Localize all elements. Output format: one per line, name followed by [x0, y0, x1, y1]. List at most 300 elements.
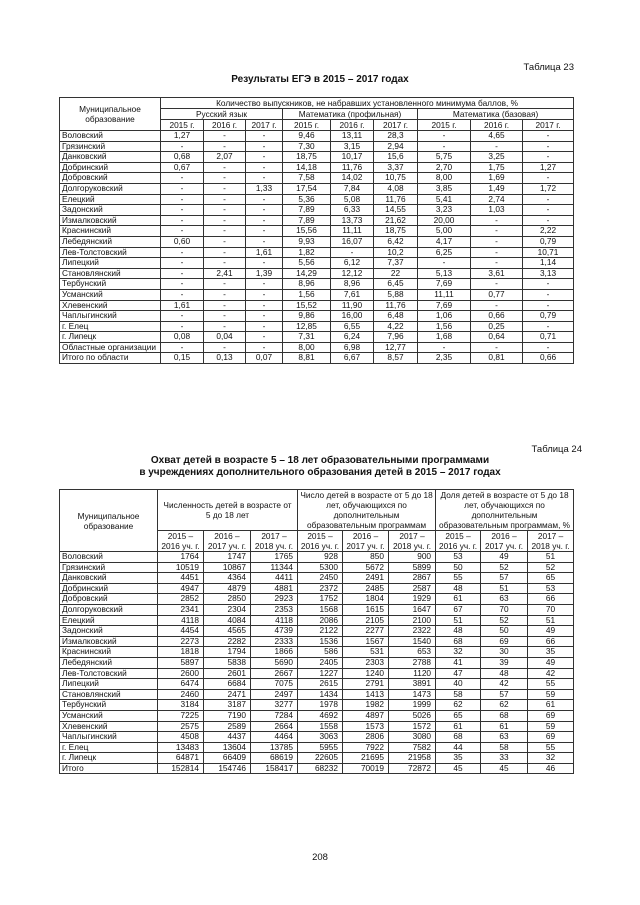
table-row	[60, 152, 574, 163]
table-cell: 8,00	[418, 173, 471, 184]
table-cell: 11,11	[331, 226, 374, 237]
table-cell: 4565	[204, 626, 251, 637]
table-cell: -	[161, 279, 204, 290]
table-cell: 63	[481, 732, 528, 743]
table-cell: -	[471, 279, 523, 290]
table-cell: 59	[528, 721, 574, 732]
table-cell: 3187	[204, 700, 251, 711]
table-cell: 1929	[389, 594, 436, 605]
table-cell: 30	[481, 647, 528, 658]
table-cell: 0,04	[204, 332, 246, 343]
table-cell: 6,33	[331, 205, 374, 216]
t2-header-year: 2017 – 2018 уч. г.	[251, 531, 298, 552]
table-cell: -	[246, 279, 283, 290]
table-row	[60, 647, 574, 658]
table-cell: -	[246, 236, 283, 247]
table-cell: 2589	[204, 721, 251, 732]
table-cell: -	[161, 183, 204, 194]
table-cell: 2667	[251, 668, 298, 679]
t2-header-year: 2017 – 2018 уч. г.	[389, 531, 436, 552]
row-label: Добринский	[60, 583, 158, 594]
table-row	[60, 615, 574, 626]
table-cell: 70	[481, 604, 528, 615]
table-cell: 2923	[251, 594, 298, 605]
row-label: Липецкий	[60, 258, 161, 269]
table-cell: 7190	[204, 710, 251, 721]
row-label: Долгоруковский	[60, 183, 161, 194]
table-cell: 1999	[389, 700, 436, 711]
table-cell: 2664	[251, 721, 298, 732]
table-cell: 67	[436, 604, 481, 615]
t2-header-year: 2016 – 2017 уч. г.	[343, 531, 389, 552]
table-cell: 4118	[251, 615, 298, 626]
table-cell: 2450	[298, 573, 343, 584]
table-cell: -	[161, 141, 204, 152]
table-cell: 2497	[251, 689, 298, 700]
table-cell: 62	[481, 700, 528, 711]
table-cell: 2273	[158, 636, 204, 647]
table-cell: -	[523, 279, 574, 290]
table-cell: 16,00	[331, 311, 374, 322]
table-cell: 66	[528, 636, 574, 647]
table-cell: 0,67	[161, 162, 204, 173]
table-cell: -	[161, 311, 204, 322]
table-cell: 6,12	[331, 258, 374, 269]
row-label: Хлевенский	[60, 300, 161, 311]
table-cell: 47	[436, 668, 481, 679]
table2-label: Таблица 24	[531, 444, 582, 455]
table-cell: -	[246, 226, 283, 237]
table-cell: 61	[436, 594, 481, 605]
table-cell: 2,35	[418, 353, 471, 364]
row-label: Долгоруковский	[60, 604, 158, 615]
table-cell: 6,98	[331, 342, 374, 353]
row-label: Елецкий	[60, 615, 158, 626]
table-cell: 65	[436, 710, 481, 721]
table-cell: 2122	[298, 626, 343, 637]
table-cell: 2850	[204, 594, 251, 605]
table-cell: 1,68	[418, 332, 471, 343]
table-cell: 1647	[389, 604, 436, 615]
table-cell: 9,93	[283, 236, 331, 247]
table-cell: 1,82	[283, 247, 331, 258]
table-cell: 1794	[204, 647, 251, 658]
table-cell: 1413	[343, 689, 389, 700]
table-cell: 13785	[251, 742, 298, 753]
table-cell: 45	[436, 763, 481, 774]
table-cell: 0,79	[523, 311, 574, 322]
table-cell: 15,52	[283, 300, 331, 311]
table-cell: 2,07	[204, 152, 246, 163]
table-cell: 70	[528, 604, 574, 615]
table-row	[60, 679, 574, 690]
table-cell: -	[246, 215, 283, 226]
table-cell: -	[246, 332, 283, 343]
table-cell: 7582	[389, 742, 436, 753]
table-cell: -	[523, 152, 574, 163]
table-cell: 1120	[389, 668, 436, 679]
table-cell: -	[204, 131, 246, 142]
table-row	[60, 353, 574, 364]
table-cell: 3,37	[374, 162, 418, 173]
table-cell: 2806	[343, 732, 389, 743]
table-cell: 46	[528, 763, 574, 774]
row-label: Добровский	[60, 173, 161, 184]
table-cell: 11,11	[418, 289, 471, 300]
row-label: Данковский	[60, 152, 161, 163]
table-cell: -	[471, 247, 523, 258]
t1-header-group: Количество выпускников, не набравших установленного минимума баллов, %	[161, 98, 574, 109]
row-label: Задонский	[60, 626, 158, 637]
table-cell: -	[331, 247, 374, 258]
table-cell: -	[204, 215, 246, 226]
table-cell: 69	[528, 710, 574, 721]
table-row	[60, 332, 574, 343]
table-cell: 64871	[158, 753, 204, 764]
table-cell: 5,00	[418, 226, 471, 237]
table-row	[60, 753, 574, 764]
table-cell: 35	[436, 753, 481, 764]
table-cell: 2615	[298, 679, 343, 690]
table-cell: 11,76	[374, 300, 418, 311]
t2-header-year: 2016 – 2017 уч. г.	[481, 531, 528, 552]
table-cell: 1473	[389, 689, 436, 700]
table-cell: 3891	[389, 679, 436, 690]
table-cell: 13604	[204, 742, 251, 753]
table-cell: 5,56	[283, 258, 331, 269]
table-row	[60, 552, 574, 563]
table-cell: 2405	[298, 657, 343, 668]
table-cell: 5,75	[418, 152, 471, 163]
table-cell: 15,6	[374, 152, 418, 163]
row-label: г. Елец	[60, 321, 161, 332]
table-cell: -	[246, 321, 283, 332]
table-cell: -	[471, 141, 523, 152]
table-cell: 5026	[389, 710, 436, 721]
table-row	[60, 732, 574, 743]
table-cell: 5899	[389, 562, 436, 573]
table-cell: -	[246, 289, 283, 300]
row-label: Становлянский	[60, 689, 158, 700]
table-cell: 5300	[298, 562, 343, 573]
table-cell: 9,86	[283, 311, 331, 322]
table-cell: -	[204, 300, 246, 311]
table-cell: 10519	[158, 562, 204, 573]
table-cell: -	[204, 236, 246, 247]
table-cell: 1765	[251, 552, 298, 563]
table-cell: 1558	[298, 721, 343, 732]
table-cell: 52	[481, 562, 528, 573]
table-cell: 8,00	[283, 342, 331, 353]
table-cell: 586	[298, 647, 343, 658]
table-cell: 21958	[389, 753, 436, 764]
table-cell: 5,88	[374, 289, 418, 300]
table-cell: 1,14	[523, 258, 574, 269]
table-row	[60, 657, 574, 668]
table-cell: -	[523, 173, 574, 184]
row-label: Лев-Толстовский	[60, 668, 158, 679]
table-cell: 1536	[298, 636, 343, 647]
table-cell: 6684	[204, 679, 251, 690]
table-cell: 2587	[389, 583, 436, 594]
table-row	[60, 626, 574, 637]
table-cell: 0,81	[471, 353, 523, 364]
table-cell: 4881	[251, 583, 298, 594]
table-cell: 32	[528, 753, 574, 764]
table-cell: 3184	[158, 700, 204, 711]
table-cell: 0,13	[204, 353, 246, 364]
table-cell: 2852	[158, 594, 204, 605]
table-cell: -	[246, 258, 283, 269]
t1-header-subject: Математика (базовая)	[418, 109, 574, 120]
table-cell: 1572	[389, 721, 436, 732]
table-cell: 61	[528, 700, 574, 711]
table-cell: 55	[528, 679, 574, 690]
table-cell: 1,33	[246, 183, 283, 194]
table-cell: -	[204, 194, 246, 205]
table-cell: 3,15	[331, 141, 374, 152]
table-cell: 52	[528, 562, 574, 573]
table-cell: 7,69	[418, 279, 471, 290]
table-cell: 154746	[204, 763, 251, 774]
table-cell: 69	[528, 732, 574, 743]
table-cell: 39	[481, 657, 528, 668]
row-label: Итого	[60, 763, 158, 774]
table-row	[60, 194, 574, 205]
table-cell: 68	[436, 732, 481, 743]
t2-header-year: 2017 – 2018 уч. г.	[528, 531, 574, 552]
t2-header-year: 2016 – 2017 уч. г.	[204, 531, 251, 552]
table-cell: 48	[436, 583, 481, 594]
table-cell: 10867	[204, 562, 251, 573]
table-cell: 2,74	[471, 194, 523, 205]
table-cell: -	[204, 279, 246, 290]
table-cell: 2277	[343, 626, 389, 637]
table-row	[60, 215, 574, 226]
table-row	[60, 183, 574, 194]
table-cell: 49	[528, 626, 574, 637]
table-cell: -	[161, 194, 204, 205]
table-cell: 1,61	[246, 247, 283, 258]
table-cell: 5672	[343, 562, 389, 573]
table2-title-line2: в учреждениях дополнительного образования детей в 2015 – 2017 годах	[139, 467, 501, 478]
table-cell: -	[204, 311, 246, 322]
table-cell: 11,90	[331, 300, 374, 311]
table-cell: 48	[481, 668, 528, 679]
table-cell: -	[204, 183, 246, 194]
table-cell: 2485	[343, 583, 389, 594]
table-cell: 0,79	[523, 236, 574, 247]
table-row	[60, 710, 574, 721]
table-cell: 3063	[298, 732, 343, 743]
table-cell: 52	[481, 615, 528, 626]
table-row	[60, 226, 574, 237]
table-cell: 4411	[251, 573, 298, 584]
table-cell: 14,29	[283, 268, 331, 279]
table-cell: 0,66	[471, 311, 523, 322]
row-label: Лев-Толстовский	[60, 247, 161, 258]
table-cell: 53	[528, 583, 574, 594]
table-cell: 3,13	[523, 268, 574, 279]
t2-header-group: Число детей в возрасте от 5 до 18 лет, обучающихся по дополнительным образовательным программам	[298, 490, 436, 531]
table-cell: -	[523, 205, 574, 216]
table2-title-line1: Охват детей в возрасте 5 – 18 лет образовательными программами	[150, 455, 490, 466]
row-label: Тербунский	[60, 279, 161, 290]
table-cell: 2491	[343, 573, 389, 584]
table-cell: -	[204, 247, 246, 258]
table-cell: 653	[389, 647, 436, 658]
table-row	[60, 573, 574, 584]
table-cell: 15,56	[283, 226, 331, 237]
table-cell: 51	[528, 552, 574, 563]
table-cell: 4454	[158, 626, 204, 637]
table-cell: 531	[343, 647, 389, 658]
table-cell: 72872	[389, 763, 436, 774]
table-cell: 5955	[298, 742, 343, 753]
table-cell: 7284	[251, 710, 298, 721]
table-cell: 4084	[204, 615, 251, 626]
table-cell: 1978	[298, 700, 343, 711]
table-cell: 1,56	[283, 289, 331, 300]
table-row	[60, 604, 574, 615]
table-cell: 928	[298, 552, 343, 563]
table-cell: 42	[481, 679, 528, 690]
exam-results-table	[59, 97, 574, 364]
table1-title: Результаты ЕГЭ в 2015 – 2017 годах	[231, 74, 409, 85]
table-cell: -	[246, 300, 283, 311]
table-cell: 2,41	[204, 268, 246, 279]
table-cell: 2601	[204, 668, 251, 679]
table-row	[60, 205, 574, 216]
table-cell: 28,3	[374, 131, 418, 142]
table-cell: 0,08	[161, 332, 204, 343]
table-cell: 152814	[158, 763, 204, 774]
table-cell: -	[471, 342, 523, 353]
table-cell: -	[471, 258, 523, 269]
table-cell: -	[161, 173, 204, 184]
table-cell: 49	[528, 657, 574, 668]
table-row	[60, 342, 574, 353]
t1-header-year: 2016 г.	[204, 120, 246, 131]
table-cell: 10,75	[374, 173, 418, 184]
table-cell: -	[246, 162, 283, 173]
table-row	[60, 583, 574, 594]
table-cell: 3080	[389, 732, 436, 743]
table-cell: -	[418, 131, 471, 142]
table-cell: 1434	[298, 689, 343, 700]
row-label: Областные организации	[60, 342, 161, 353]
table-cell: 13,11	[331, 131, 374, 142]
table-cell: 1540	[389, 636, 436, 647]
row-label: Измалковский	[60, 215, 161, 226]
table-cell: 850	[343, 552, 389, 563]
row-label: Липецкий	[60, 679, 158, 690]
table-cell: 8,81	[283, 353, 331, 364]
table-cell: 4508	[158, 732, 204, 743]
table-cell: 4692	[298, 710, 343, 721]
row-label: Грязинский	[60, 562, 158, 573]
table-cell: 63	[481, 594, 528, 605]
table-cell: 8,57	[374, 353, 418, 364]
table-cell: 2600	[158, 668, 204, 679]
table-cell: 7,89	[283, 205, 331, 216]
table-cell: 1615	[343, 604, 389, 615]
table-cell: 1,56	[418, 321, 471, 332]
table-row	[60, 279, 574, 290]
t1-header-year: 2017 г.	[246, 120, 283, 131]
table-cell: 55	[528, 742, 574, 753]
table-cell: 68	[436, 636, 481, 647]
table-cell: 51	[436, 615, 481, 626]
table-cell: 35	[528, 647, 574, 658]
row-label: Воловский	[60, 131, 161, 142]
table-cell: 66409	[204, 753, 251, 764]
table-cell: 49	[481, 552, 528, 563]
table-cell: 1747	[204, 552, 251, 563]
t1-header-year: 2017 г.	[374, 120, 418, 131]
table-cell: 4739	[251, 626, 298, 637]
t1-header-subject: Русский язык	[161, 109, 283, 120]
table-cell: 4364	[204, 573, 251, 584]
table-cell: 1,39	[246, 268, 283, 279]
table-cell: 1,27	[161, 131, 204, 142]
table-cell: 5897	[158, 657, 204, 668]
table-cell: 7,31	[283, 332, 331, 343]
table-cell: 1,06	[418, 311, 471, 322]
table-cell: 4464	[251, 732, 298, 743]
table-cell: 14,18	[283, 162, 331, 173]
table-cell: 2304	[204, 604, 251, 615]
table-cell: 68232	[298, 763, 343, 774]
table-cell: -	[246, 152, 283, 163]
table-cell: 0,15	[161, 353, 204, 364]
row-label: Становлянский	[60, 268, 161, 279]
table-cell: 8,96	[283, 279, 331, 290]
table-cell: 20,00	[418, 215, 471, 226]
t2-header-group: Численность детей в возрасте от 5 до 18 лет	[158, 490, 298, 531]
table-cell: 68	[481, 710, 528, 721]
table-cell: 0,77	[471, 289, 523, 300]
table-cell: 6,45	[374, 279, 418, 290]
table-row	[60, 668, 574, 679]
table-cell: 14,55	[374, 205, 418, 216]
table-cell: -	[204, 321, 246, 332]
table-cell: 6,55	[331, 321, 374, 332]
table-cell: -	[161, 215, 204, 226]
table-cell: -	[161, 205, 204, 216]
t1-header-year: 2015 г.	[418, 120, 471, 131]
table-cell: 7075	[251, 679, 298, 690]
table-cell: -	[161, 268, 204, 279]
table-cell: -	[246, 173, 283, 184]
table-row	[60, 700, 574, 711]
table-cell: -	[523, 131, 574, 142]
table-cell: 1240	[343, 668, 389, 679]
table-cell: 7,89	[283, 215, 331, 226]
table-cell: 6474	[158, 679, 204, 690]
table-cell: 2303	[343, 657, 389, 668]
table-cell: -	[204, 289, 246, 300]
row-label: г. Липецк	[60, 332, 161, 343]
table-cell: 1,61	[161, 300, 204, 311]
table-row	[60, 141, 574, 152]
table-cell: 0,07	[246, 353, 283, 364]
table-cell: -	[204, 226, 246, 237]
table-cell: 2353	[251, 604, 298, 615]
table-row	[60, 689, 574, 700]
table-row	[60, 763, 574, 774]
table1-label: Таблица 23	[523, 62, 574, 73]
